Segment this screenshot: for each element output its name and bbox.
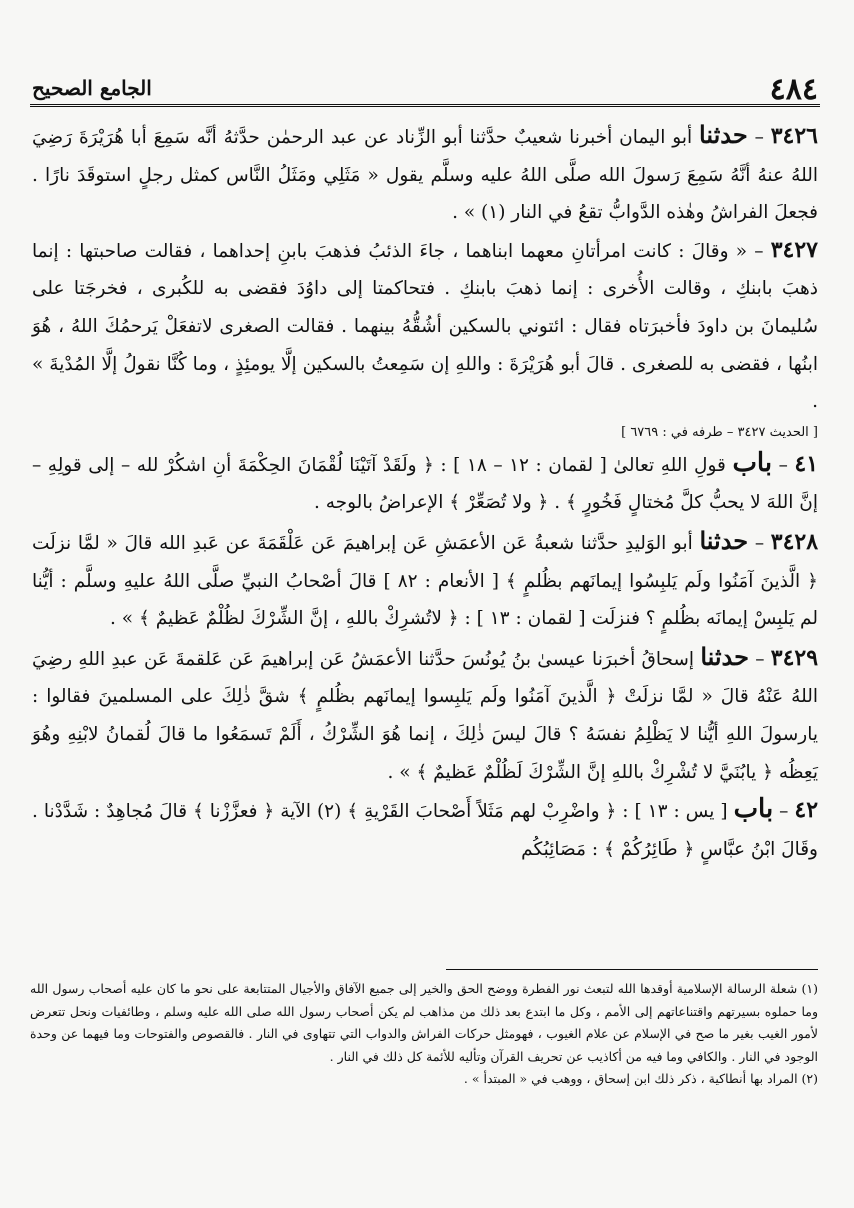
book-title: الجامع الصحيح xyxy=(32,76,152,100)
haddathana-label: حدثنا xyxy=(699,120,748,149)
hadith-text: « وقالَ : كانت امرأتانِ معهما ابناهما ، جاءَ الذئبُ فذهبَ بابنِ إحداهما ، فقالت صاحبتها : إنما ذهبَ بابنكِ ، وقالت الأُخرى : إنما ذهبَ بابنكِ . فتحاكمتا إلى داوُدَ فقضى به للكُبرى ، فخرجَتا على سُليمانَ بن داودَ فأخبرَتاه فقال : ائتوني بالسكين أشُقُّهُ بينهما . فقالت الصغرى لاتفعَلْ يَرحمُكَ اللهُ ، هُوَ ابنُها ، فقضى به للصغرى . قالَ أبو هُرَيْرَةَ : واللهِ إن سَمِعتُ بالسكين إلَّا يومئِذٍ ، وما كُنَّا نقولُ إلَّا المُدْيةَ » . xyxy=(32,240,818,413)
footnote-1: (١) شعلة الرسالة الإسلامية أوقدها الله لتبعث نور الفطرة ووضح الحق والخير إلى جميع الآفاق والأجيال المتتابعة على نحو ما كان عليه أصحاب رسول الله وما حملوه بسيرتهم واقتناعاتهم إلى الأمم ، وكل ما ابتدع بعد ذلك من مذاهب لم يكن أصحاب رسول الله صلى الله عليه وسلم ، وطائفيات ونحل تتعرض لأمور الغيب بغير ما صح في الإسلام عن علام الغيوب ، فهومثل حركات الفراش والدواب التي تتهاوى في النار . فالقصوص والفتوحات وما فيهما عن وحدة الوجود في النار . والكافي وما فيه من أكاذيب عن تحريف القرآن وتأليه للأئمة كل ذلك في النار . xyxy=(30,981,818,1064)
footnotes xyxy=(30,978,818,1091)
footnote-divider xyxy=(446,969,818,970)
main-text xyxy=(32,116,818,868)
hadith-text: أبو اليمان أخبرنا شعيبٌ حدَّثنا أبو الزِّناد عن عبد الرحمٰن حدَّثهُ أنَّه سَمِعَ أبا هُرَيْرَةَ رَضِيَ اللهُ عنهُ أنَّهُ سَمِعَ رَسولَ الله صلَّى اللهُ عليه وسلَّم يقول « مَثَلِي ومَثَلُ النَّاس كمثل رجلٍ استوقَدَ نارًا . فجعلَ الفراشُ وهٰذه الدَّوابُّ تقعُ في النار (١) » . xyxy=(32,127,818,224)
hadith-number: ٣٤٢٧ xyxy=(770,236,818,263)
hadith-cross-reference: [ الحديث ٣٤٢٧ – طرفه في : ٦٧٦٩ ] xyxy=(621,424,818,440)
haddathana-label: حدثنا xyxy=(699,525,749,555)
hadith-number: ٣٤٢٦ xyxy=(770,123,818,149)
hadith-3429: ٣٤٢٩ – حدثنا إسحاقُ أخبرَنا عيسىٰ بنُ يُونُسَ حدَّثنا الأعمَشُ عَن إبراهيمَ عَن عَلقمةَ عَن عبدِ اللهِ رضِيَ اللهُ عَنْهُ قالَ « لمَّا نزلَتْ ﴿ الَّذينَ آمَنُوا ولَم يَلبِسوا إيمانَهم بظُلمٍ ﴾ شقَّ ذٰلِكَ على المسلمينَ فقالوا : يارسولَ اللهِ أيُّنا لا يَظْلِمُ نفسَهُ ؟ قالَ ليسَ ذٰلِكَ ، إنما هُوَ الشِّرْكُ ، أَلَمْ تَسمَعُوا ما قالَ لُقمانُ لابْنِهِ وهُوَ يَعِظُه ﴿ يابُنَيَّ لا تُشْرِكْ باللهِ إنَّ الشِّرْكَ لَظُلْمٌ عَظيمٌ ﴾ » . xyxy=(32,641,819,783)
page-header xyxy=(32,68,818,108)
header-divider xyxy=(30,104,820,107)
chapter-42: ٤٢ – باب [ يس : ١٣ ] : ﴿ واضْرِبْ لهم مَثَلاً أَصْحابَ القَرْيةِ ﴾ (٢) الآية ﴿ فعزَّزْنا ﴾ قالَ مُجاهِدٌ : شَدَّدْنا . وقَالَ ابْنُ عبَّاسٍ ﴿ طَائِرُكُمْ ﴾ : مَصَائِبُكُم xyxy=(32,794,819,860)
chapter-number: ٤١ xyxy=(794,450,819,477)
chapter-text: قولِ اللهِ تعالىٰ [ لقمان : ١٢ – ١٨ ] : ﴿ ولَقَدْ آتَيْنَا لُقْمَانَ الحِكْمَةَ أنِ اشكُرْ لله – إلى قولِهِ – إنَّ اللهَ لا يحبُّ كلَّ مُختالٍ فَخُورٍ ﴾ . ﴿ ولا تُصَعِّرْ ﴾ الإعراضُ بالوجه . xyxy=(32,454,818,514)
bab-label: باب xyxy=(732,447,773,478)
hadith-text: أبو الوَليدِ حدَّثنا شعبةُ عَن الأعمَشِ عَن إبراهيمَ عَن عَلْقَمَةَ عن عَبدِ الله قالَ « لمَّا نزلَت ﴿ الَّذينَ آمَنُوا ولَم يَلبِسُوا إيمانَهم بظُلمٍ ﴾ [ الأنعام : ٨٢ ] قالَ أصْحابُ النبيِّ صلَّى اللهُ عليهِ وسلَّم : أيُّنا لم يَلبِسْ إيمانَه بظُلمٍ ؟ فنزلَت [ لقمان : ١٣ ] : ﴿ لاتُشرِكْ باللهِ ، إنَّ الشِّرْكَ لظُلْمٌ عَظيمٌ ﴾ » . xyxy=(32,532,818,630)
hadith-number: ٣٤٢٩ xyxy=(770,644,819,671)
footnote-2: (٢) المراد بها أنطاكية ، ذكر ذلك ابن إسحاق ، ووهب في « المبتدأ » . xyxy=(463,1071,818,1086)
hadith-3426: ٣٤٢٦ – حدثنا أبو اليمان أخبرنا شعيبٌ حدَّثنا أبو الزِّناد عن عبد الرحمٰن حدَّثهُ أنَّه سَمِعَ أبا هُرَيْرَةَ رَضِيَ اللهُ عنهُ أنَّهُ سَمِعَ رَسولَ الله صلَّى اللهُ عليه وسلَّم يقول « مَثَلِي ومَثَلُ النَّاس كمثل رجلٍ استوقَدَ نارًا . فجعلَ الفراشُ وهٰذه الدَّوابُّ تقعُ في النار (١) » . xyxy=(32,120,818,224)
hadith-text: إسحاقُ أخبرَنا عيسىٰ بنُ يُونُسَ حدَّثنا الأعمَشُ عَن إبراهيمَ عَن عَلقمةَ عَن عبدِ اللهِ رضِيَ اللهُ عَنْهُ قالَ « لمَّا نزلَتْ ﴿ الَّذينَ آمَنُوا ولَم يَلبِسوا إيمانَهم بظُلمٍ ﴾ شقَّ ذٰلِكَ على المسلمينَ فقالوا : يارسولَ اللهِ أيُّنا لا يَظْلِمُ نفسَهُ ؟ قالَ ليسَ ذٰلِكَ ، إنما هُوَ الشِّرْكُ ، أَلَمْ تَسمَعُوا ما قالَ لُقمانُ لابْنِهِ وهُوَ يَعِظُه ﴿ يابُنَيَّ لا تُشْرِكْ باللهِ إنَّ الشِّرْكَ لَظُلْمٌ عَظيمٌ ﴾ » . xyxy=(32,648,818,783)
chapter-number: ٤٢ xyxy=(794,797,819,824)
bab-label: باب xyxy=(733,794,774,825)
chapter-text: [ يس : ١٣ ] : ﴿ واضْرِبْ لهم مَثَلاً أَصْحابَ القَرْيةِ ﴾ (٢) الآية ﴿ فعزَّزْنا ﴾ قالَ مُجاهِدٌ : شَدَّدْنا . وقَالَ ابْنُ عبَّاسٍ ﴿ طَائِرُكُمْ ﴾ : مَصَائِبُكُم xyxy=(32,801,818,860)
hadith-3428: ٣٤٢٨ – حدثنا أبو الوَليدِ حدَّثنا شعبةُ عَن الأعمَشِ عَن إبراهيمَ عَن عَلْقَمَةَ عن عَبدِ الله قالَ « لمَّا نزلَت ﴿ الَّذينَ آمَنُوا ولَم يَلبِسُوا إيمانَهم بظُلمٍ ﴾ [ الأنعام : ٨٢ ] قالَ أصْحابُ النبيِّ صلَّى اللهُ عليهِ وسلَّم : أيُّنا لم يَلبِسْ إيمانَه بظُلمٍ ؟ فنزلَت [ لقمان : ١٣ ] : ﴿ لاتُشرِكْ باللهِ ، إنَّ الشِّرْكَ لظُلْمٌ عَظيمٌ ﴾ » . xyxy=(32,525,819,630)
hadith-3427: ٣٤٢٧ – « وقالَ : كانت امرأتانِ معهما ابناهما ، جاءَ الذئبُ فذهبَ بابنِ إحداهما ، فقالت صاحبتها : إنما ذهبَ بابنكِ ، وقالت الأُخرى : إنما ذهبَ بابنكِ . فتحاكمتا إلى داوُدَ فقضى به للكُبرى ، فخرجَتا على سُليمانَ بن داودَ فأخبرَتاه فقال : ائتوني بالسكين أشُقُّهُ بينهما . فقالت الصغرى لاتفعَلْ يَرحمُكَ اللهُ ، هُوَ ابنُها ، فقضى به للصغرى . قالَ أبو هُرَيْرَةَ : واللهِ إن سَمِعتُ بالسكين إلَّا يومئِذٍ ، وما كُنَّا نقولُ إلَّا المُدْيةَ » . [ الحديث ٣٤٢٧ – طرفه في : ٦٧٦٩ ] xyxy=(32,232,818,445)
hadith-number: ٣٤٢٨ xyxy=(770,528,819,555)
chapter-41: ٤١ – باب قولِ اللهِ تعالىٰ [ لقمان : ١٢ – ١٨ ] : ﴿ ولَقَدْ آتَيْنَا لُقْمَانَ الحِكْمَةَ أنِ اشكُرْ لله – إلى قولِهِ – إنَّ اللهَ لا يحبُّ كلَّ مُختالٍ فَخُورٍ ﴾ . ﴿ ولا تُصَعِّرْ ﴾ الإعراضُ بالوجه . xyxy=(32,447,819,514)
page-number: ٤٨٤ xyxy=(769,72,818,107)
haddathana-label: حدثنا xyxy=(700,641,749,671)
